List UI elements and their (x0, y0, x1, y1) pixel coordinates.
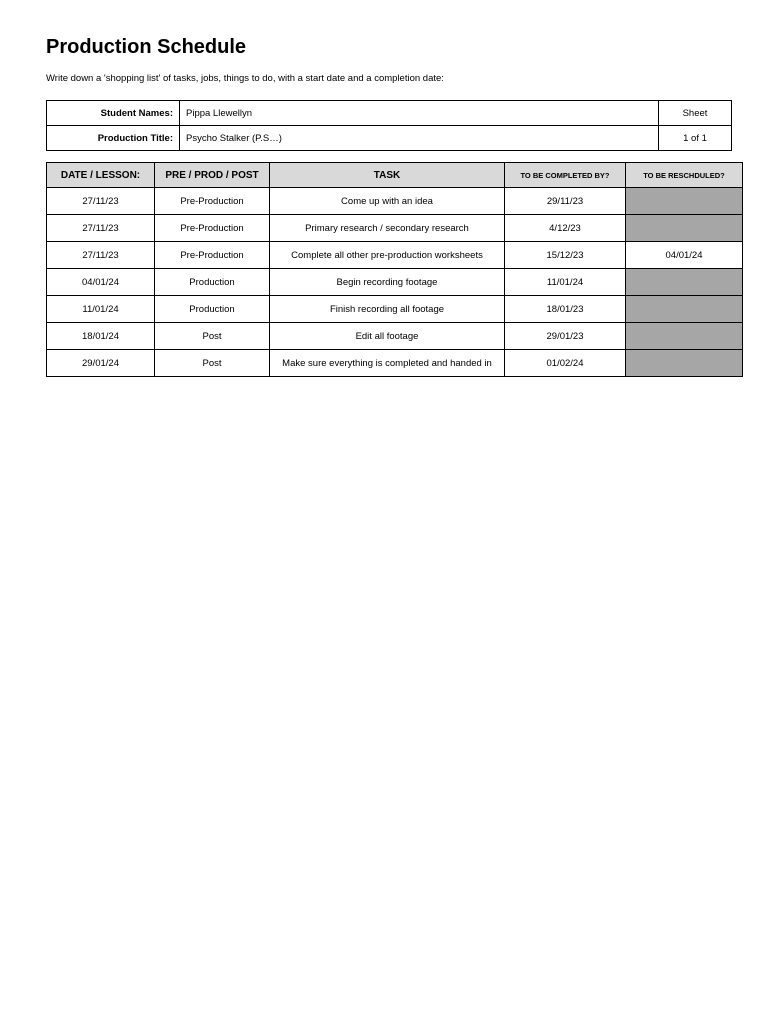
cell-task: Complete all other pre-production worksheets (270, 242, 505, 269)
cell-date: 27/11/23 (47, 242, 155, 269)
cell-completed-by: 18/01/23 (505, 296, 626, 323)
cell-task: Begin recording footage (270, 269, 505, 296)
schedule-body (47, 188, 743, 377)
cell-task: Edit all footage (270, 323, 505, 350)
cell-rescheduled (626, 350, 743, 377)
sheet-value: 1 of 1 (659, 126, 732, 151)
cell-phase: Post (155, 350, 270, 377)
sheet-label: Sheet (659, 101, 732, 126)
info-row-student (47, 101, 732, 126)
cell-rescheduled (626, 215, 743, 242)
student-names-value: Pippa Llewellyn (180, 101, 659, 126)
header-phase: PRE / PROD / POST (155, 163, 270, 188)
table-row (47, 323, 743, 350)
cell-phase: Pre-Production (155, 215, 270, 242)
cell-rescheduled (626, 323, 743, 350)
header-rescheduled: TO BE RESCHDULED? (626, 163, 743, 188)
cell-date: 27/11/23 (47, 215, 155, 242)
cell-task: Come up with an idea (270, 188, 505, 215)
cell-completed-by: 01/02/24 (505, 350, 626, 377)
schedule-header-row (47, 163, 743, 188)
cell-task: Make sure everything is completed and handed in (270, 350, 505, 377)
header-completed-by: TO BE COMPLETED BY? (505, 163, 626, 188)
cell-rescheduled (626, 296, 743, 323)
header-task: TASK (270, 163, 505, 188)
cell-task: Primary research / secondary research (270, 215, 505, 242)
cell-date: 04/01/24 (47, 269, 155, 296)
cell-completed-by: 4/12/23 (505, 215, 626, 242)
table-row (47, 350, 743, 377)
page-title: Production Schedule (46, 36, 247, 58)
table-row (47, 215, 743, 242)
cell-phase: Post (155, 323, 270, 350)
table-row (47, 242, 743, 269)
production-title-value: Psycho Stalker (P.S…) (180, 126, 659, 151)
header-date-lesson: DATE / LESSON: (47, 163, 155, 188)
cell-rescheduled: 04/01/24 (626, 242, 743, 269)
cell-completed-by: 29/01/23 (505, 323, 626, 350)
table-row (47, 269, 743, 296)
cell-date: 18/01/24 (47, 323, 155, 350)
cell-phase: Production (155, 269, 270, 296)
cell-rescheduled (626, 269, 743, 296)
cell-completed-by: 11/01/24 (505, 269, 626, 296)
cell-phase: Pre-Production (155, 188, 270, 215)
schedule-table (46, 162, 743, 377)
instructions-text: Write down a 'shopping list' of tasks, jobs, things to do, with a start date and a completion date: (46, 73, 444, 84)
student-names-label: Student Names: (47, 101, 180, 126)
info-table (46, 100, 732, 151)
info-row-title (47, 126, 732, 151)
cell-phase: Production (155, 296, 270, 323)
cell-phase: Pre-Production (155, 242, 270, 269)
cell-rescheduled (626, 188, 743, 215)
cell-date: 27/11/23 (47, 188, 155, 215)
table-row (47, 296, 743, 323)
cell-completed-by: 29/11/23 (505, 188, 626, 215)
cell-task: Finish recording all footage (270, 296, 505, 323)
cell-date: 11/01/24 (47, 296, 155, 323)
production-title-label: Production Title: (47, 126, 180, 151)
table-row (47, 188, 743, 215)
cell-completed-by: 15/12/23 (505, 242, 626, 269)
cell-date: 29/01/24 (47, 350, 155, 377)
